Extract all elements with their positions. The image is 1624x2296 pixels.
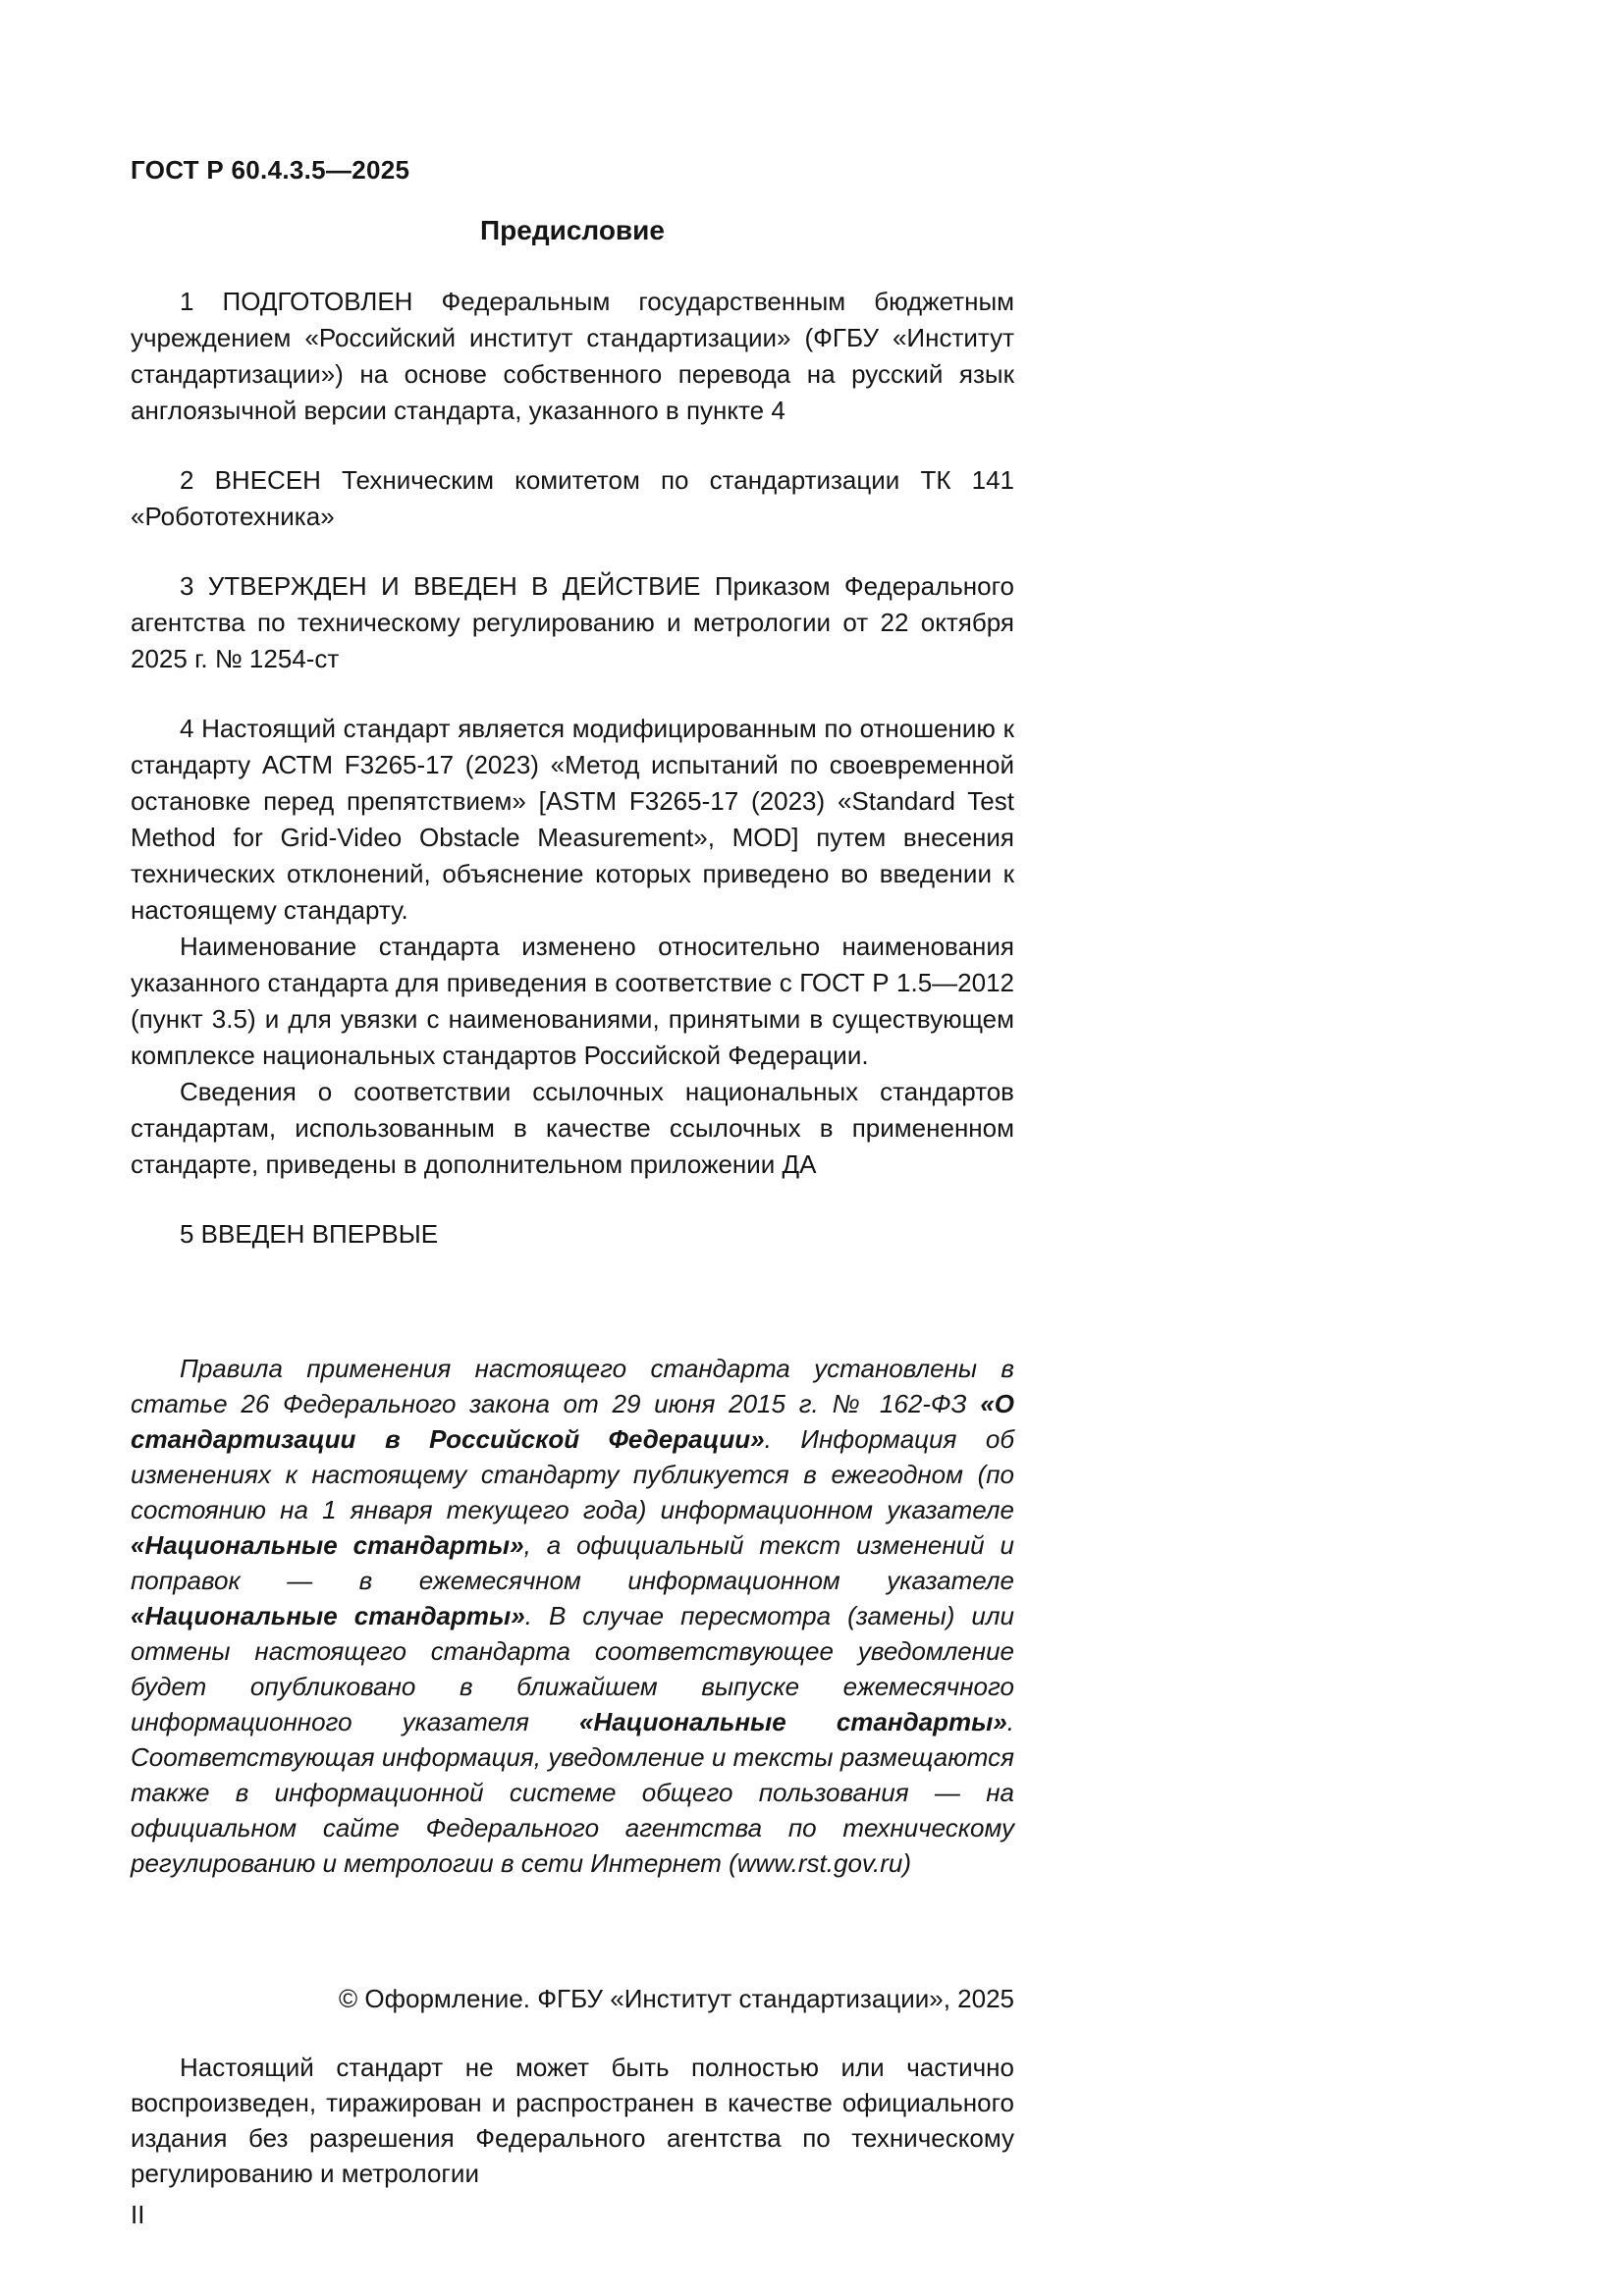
doc-number: ГОСТ Р 60.4.3.5—2025	[131, 155, 410, 185]
foreword-item-4-part-3: Сведения о соответствии ссылочных национальных стандартов стандартам, использованным в качестве ссылочных в примененном стандарте, приведены в дополнительном приложении ДА	[131, 1077, 1014, 1179]
foreword-section	[131, 284, 1014, 1253]
foreword-item-3: 3 УТВЕРЖДЕН И ВВЕДЕН В ДЕЙСТВИЕ Приказом Федерального агентства по техническому регулированию и метрологии от 22 октября 2025 г. № 1254-ст	[131, 571, 1014, 673]
legal-note-emphasis: «Национальные стандарты»	[131, 1530, 524, 1560]
foreword-item-4-part-2: Наименование стандарта изменено относительно наименования указанного стандарта для приведения в соответствие с ГОСТ Р 1.5—2012 (пункт 3.5) и для увязки с наименованиями, принятыми в существующем комплексе национальных стандартов Российской Федерации.	[131, 932, 1014, 1070]
page-content	[131, 155, 1014, 1906]
legal-note-segment: . Информация об изменениях к настоящему стандарту публикуется в ежегодном (по состоянию на 1 января текущего года) информационном указателе	[131, 1424, 1014, 1524]
foreword-item-5: 5 ВВЕДЕН ВПЕРВЫЕ	[180, 1219, 439, 1249]
page-number: II	[131, 2200, 145, 2229]
legal-note-text	[131, 1351, 1014, 1881]
legal-note-emphasis: «О стандартизации в Российской Федерации»	[131, 1389, 1014, 1454]
copyright-line: © Оформление. ФГБУ «Институт стандартизации», 2025	[339, 1984, 1014, 2013]
legal-note-segment: , а официальный текст изменений и поправок — в ежемесячном информационном указателе	[131, 1530, 1014, 1595]
foreword-item-1: 1 ПОДГОТОВЛЕН Федеральным государственным бюджетным учреждением «Российский институт стандартизации» (ФГБУ «Институт стандартизации») на основе собственного перевода на русский язык англоязычной версии стандарта, указанного в пункте 4	[131, 287, 1014, 425]
reproduction-note: Настоящий стандарт не может быть полностью или частично воспроизведен, тиражирован и распространен в качестве официального издания без разрешения Федерального агентства по техническому регулированию и метрологии	[131, 2053, 1014, 2188]
legal-note-emphasis: «Национальные стандарты»	[131, 1601, 525, 1630]
legal-note-segment: . Соответствующая информация, уведомление и тексты размещаются также в информационной системе общего пользования — на официальном сайте Федерального агентства по техническому регулированию и метрологии в сети Интернет (www.rst.gov.ru)	[131, 1707, 1014, 1878]
foreword-item-2: 2 ВНЕСЕН Техническим комитетом по стандартизации ТК 141 «Робототехника»	[131, 465, 1014, 531]
legal-note-segment: Правила применения настоящего стандарта установлены в статье 26 Федерального закона от 29 июня 2015 г. № 162-ФЗ	[131, 1354, 1014, 1418]
legal-note-emphasis: «Национальные стандарты»	[579, 1707, 1007, 1736]
legal-note-segment: . В случае пересмотра (замены) или отмены настоящего стандарта соответствующее уведомление будет опубликовано в ближайшем выпуске ежемесячного информационного указателя	[131, 1601, 1014, 1736]
page-title: Предисловие	[480, 215, 665, 245]
foreword-item-4-part-1: 4 Настоящий стандарт является модифицированным по отношению к стандарту АСТМ F3265-17 (2023) «Метод испытаний по своевременной остановке перед препятствием» [ASTM F3265-17 (2023) «Standard Test Method for Grid-Video Obstacle Measurement», MOD] путем внесения технических отклонений, объяснение которых приведено во введении к настоящему стандарту.	[131, 714, 1014, 925]
